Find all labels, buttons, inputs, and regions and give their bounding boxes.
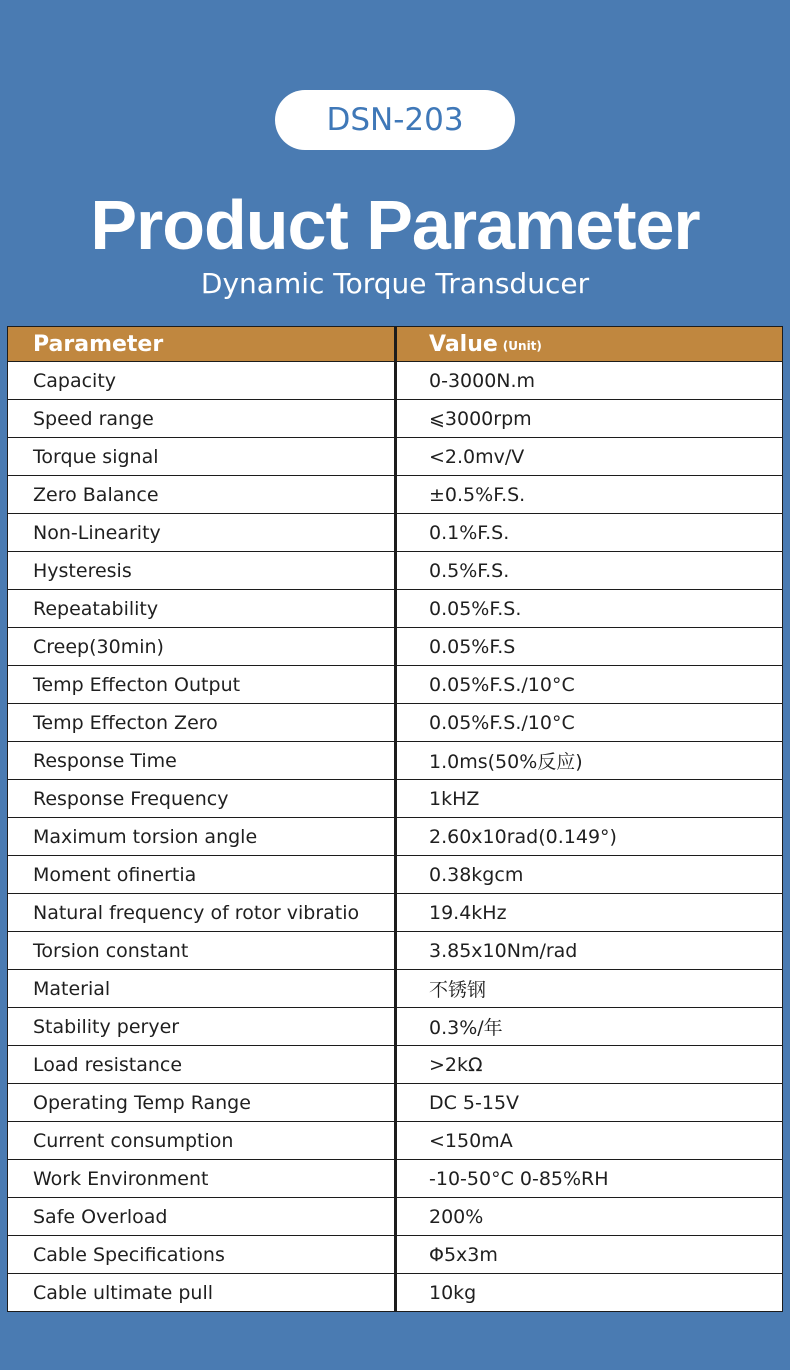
table-row: [8, 399, 782, 437]
parameter-cell: Response Frequency: [8, 780, 397, 817]
header-value: [397, 327, 782, 361]
parameter-cell: Response Time: [8, 742, 397, 779]
table-row: [8, 1273, 782, 1311]
value-cell: ±0.5%F.S.: [429, 483, 526, 506]
value-cell: 0.05%F.S: [429, 635, 516, 658]
value-cell: 1.0ms(50%反应): [429, 751, 583, 773]
value-cell: 0.05%F.S./10°C: [429, 673, 575, 696]
table-row: [8, 1197, 782, 1235]
parameter-cell: Non-Linearity: [8, 514, 397, 551]
table-row: [8, 665, 782, 703]
parameter-cell: Safe Overload: [8, 1198, 397, 1235]
table-row: [8, 969, 782, 1007]
value-cell: 0.05%F.S./10°C: [429, 711, 575, 734]
parameter-cell: Material: [8, 970, 397, 1007]
table-header-row: [8, 327, 782, 361]
table-row: [8, 1083, 782, 1121]
value-cell: 0.5%F.S.: [429, 559, 510, 582]
parameter-cell: Maximum torsion angle: [8, 818, 397, 855]
value-cell: >2kΩ: [429, 1053, 483, 1076]
parameter-cell: Speed range: [8, 400, 397, 437]
table-row: [8, 361, 782, 399]
table-row: [8, 779, 782, 817]
table-row: [8, 817, 782, 855]
value-cell: <2.0mv/V: [429, 445, 525, 468]
value-cell: 3.85x10Nm/rad: [429, 939, 578, 962]
value-cell: DC 5-15V: [429, 1091, 520, 1114]
value-cell: 不锈钢: [429, 979, 487, 1001]
value-cell: 1kHZ: [429, 787, 480, 810]
parameter-table: [7, 326, 783, 1312]
header-unit-label: (Unit): [502, 339, 542, 353]
parameter-cell: Load resistance: [8, 1046, 397, 1083]
table-row: [8, 1045, 782, 1083]
parameter-cell: Capacity: [8, 362, 397, 399]
parameter-cell: Moment ofinertia: [8, 856, 397, 893]
parameter-cell: Cable ultimate pull: [8, 1274, 397, 1311]
page-subtitle: Dynamic Torque Transducer: [200, 267, 590, 300]
value-cell: 10kg: [429, 1281, 477, 1304]
value-cell: 0-3000N.m: [429, 369, 536, 392]
parameter-cell: Creep(30min): [8, 628, 397, 665]
value-cell: 19.4kHz: [429, 901, 507, 924]
value-cell: 0.05%F.S.: [429, 597, 522, 620]
table-row: [8, 627, 782, 665]
parameter-cell: Natural frequency of rotor vibratio: [8, 894, 397, 931]
value-cell: 0.1%F.S.: [429, 521, 510, 544]
value-cell: 200%: [429, 1205, 484, 1228]
value-cell: <150mA: [429, 1129, 513, 1152]
model-badge: DSN-203: [275, 90, 515, 150]
value-cell: Φ5x3m: [429, 1243, 498, 1266]
table-row: [8, 1007, 782, 1045]
table-row: [8, 703, 782, 741]
parameter-cell: Work Environment: [8, 1160, 397, 1197]
table-row: [8, 931, 782, 969]
parameter-cell: Repeatability: [8, 590, 397, 627]
header-value-label: Value: [429, 331, 498, 357]
table-row: [8, 741, 782, 779]
page-title: Product Parameter: [90, 186, 700, 264]
parameter-cell: Zero Balance: [8, 476, 397, 513]
value-cell: ⩽3000rpm: [429, 407, 532, 430]
parameter-cell: Stability peryer: [8, 1008, 397, 1045]
header-parameter: Parameter: [8, 327, 397, 361]
parameter-cell: Temp Effecton Zero: [8, 704, 397, 741]
value-cell: 2.60x10rad(0.149°): [429, 825, 617, 848]
parameter-cell: Current consumption: [8, 1122, 397, 1159]
parameter-cell: Torsion constant: [8, 932, 397, 969]
value-cell: 0.3%/年: [429, 1017, 503, 1039]
table-row: [8, 475, 782, 513]
table-row: [8, 1159, 782, 1197]
table-row: [8, 437, 782, 475]
value-cell: -10-50°C 0-85%RH: [429, 1167, 609, 1190]
parameter-cell: Operating Temp Range: [8, 1084, 397, 1121]
table-row: [8, 893, 782, 931]
table-row: [8, 1121, 782, 1159]
parameter-cell: Cable Specifications: [8, 1236, 397, 1273]
table-row: [8, 1235, 782, 1273]
value-cell: 0.38kgcm: [429, 863, 524, 886]
parameter-cell: Torque signal: [8, 438, 397, 475]
table-row: [8, 855, 782, 893]
table-row: [8, 589, 782, 627]
parameter-cell: Hysteresis: [8, 552, 397, 589]
table-row: [8, 551, 782, 589]
table-row: [8, 513, 782, 551]
parameter-cell: Temp Effecton Output: [8, 666, 397, 703]
